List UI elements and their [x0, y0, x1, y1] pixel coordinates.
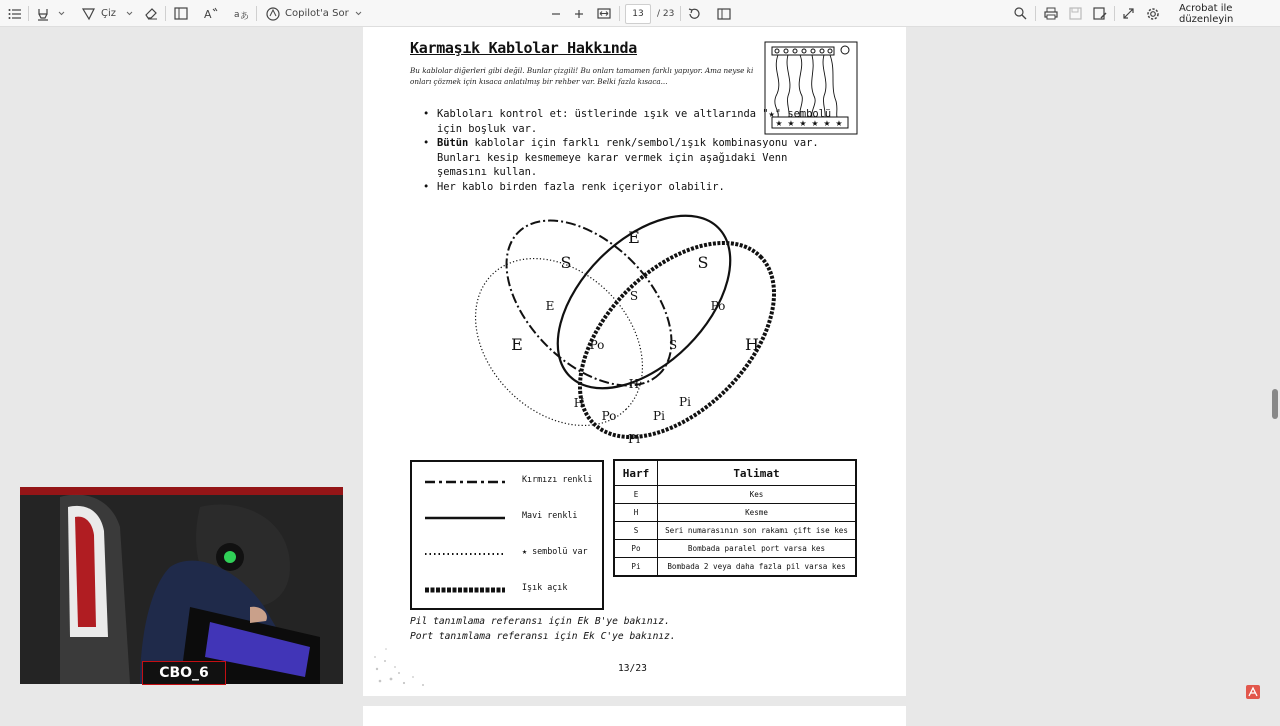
page-view-button[interactable]	[717, 0, 731, 27]
minus-icon	[551, 9, 561, 19]
svg-text:★: ★	[811, 119, 819, 128]
toolbar	[0, 0, 1280, 27]
draw-button[interactable]	[82, 0, 133, 27]
venn-label: Pi	[628, 432, 640, 446]
svg-text:★: ★	[799, 119, 807, 128]
highlight-button[interactable]	[36, 0, 65, 27]
venn-label: E	[628, 228, 640, 247]
legend-item-red	[424, 476, 506, 488]
contents-icon[interactable]	[8, 0, 22, 27]
page-title: Karmaşık Kablolar Hakkında	[410, 39, 638, 57]
venn-label: S	[668, 338, 678, 352]
highlighter-icon	[36, 7, 50, 21]
venn-label: H	[573, 396, 585, 410]
webcam-overlay	[20, 487, 343, 684]
paper-texture	[371, 609, 491, 689]
copilot-icon	[266, 7, 280, 21]
chevron-down-icon	[355, 11, 362, 16]
red-wire-ellipse	[476, 190, 702, 416]
draw-label: Çiz	[101, 8, 117, 19]
solid-line-icon	[424, 515, 506, 521]
fit-width-button[interactable]	[597, 0, 611, 27]
copilot-button[interactable]	[266, 0, 362, 27]
legend-label-light: Işık açık	[522, 582, 568, 592]
venn-label: E	[545, 299, 555, 313]
copilot-label: Copilot'a Sor	[285, 8, 349, 19]
edit-with-acrobat-button[interactable]: Acrobat ile düzenleyin	[1179, 2, 1234, 25]
dotted-line-icon	[424, 551, 506, 557]
eraser-icon	[144, 7, 158, 20]
venn-label: Po	[601, 409, 617, 423]
table-header: Talimat	[658, 460, 857, 486]
pdf-page	[363, 27, 906, 696]
svg-text:★: ★	[835, 119, 843, 128]
svg-text:★: ★	[787, 119, 795, 128]
svg-text:a: a	[234, 10, 240, 20]
svg-text:あ: あ	[240, 12, 250, 22]
legend-label-blue: Mavi renkli	[522, 510, 578, 520]
translate-button[interactable]	[234, 0, 248, 27]
eraser-button[interactable]	[144, 0, 158, 27]
venn-label: H	[745, 335, 759, 354]
svg-text:★: ★	[775, 119, 783, 128]
gear-icon	[1146, 7, 1160, 21]
venn-label: E	[511, 335, 523, 354]
dash-dot-line-icon	[424, 479, 506, 485]
reference-notes: Pil tanımlama referansı için Ek B'ye bakınız. Port tanımlama referansı için Ek C'ye bakınız.	[410, 616, 676, 642]
zoom-out-button[interactable]	[551, 0, 561, 27]
draw-icon	[82, 7, 95, 20]
zoom-in-button[interactable]	[574, 0, 584, 27]
text-box-icon	[174, 7, 188, 20]
table-row: S Seri numarasının son rakamı çift ise kes	[614, 522, 856, 540]
legend-label-red: Kırmızı renkli	[522, 474, 593, 484]
next-pdf-page	[363, 706, 906, 726]
save-as-icon	[1093, 7, 1107, 20]
star-symbol-ellipse	[442, 225, 678, 458]
text-box-button[interactable]	[174, 0, 188, 27]
acrobat-icon[interactable]	[1246, 684, 1260, 703]
venn-label: S	[629, 289, 639, 303]
page-number-input[interactable]: 13	[625, 4, 651, 24]
venn-label: Pi	[679, 395, 691, 409]
read-aloud-icon	[204, 7, 218, 20]
venn-label: Pi	[653, 409, 665, 423]
page-footer-number: 13/23	[618, 663, 647, 674]
fit-width-icon	[597, 8, 611, 19]
list-item: • Her kablo birden fazla renk içeriyor olabilir.	[423, 180, 843, 195]
venn-label: Po	[589, 338, 605, 352]
search-button[interactable]	[1014, 0, 1027, 27]
legend-item-blue	[424, 512, 506, 524]
settings-button[interactable]	[1146, 0, 1160, 27]
streamer-name: CBO_6	[142, 661, 226, 685]
venn-label: Po	[710, 299, 726, 313]
legend-box	[410, 460, 604, 610]
table-header: Harf	[614, 460, 658, 486]
table-row: E Kes	[614, 486, 856, 504]
save-button[interactable]	[1069, 0, 1082, 27]
venn-label: S	[697, 253, 709, 272]
table-header-row	[614, 460, 856, 486]
svg-text:A: A	[204, 8, 212, 21]
vertical-scrollbar-thumb[interactable]	[1272, 389, 1278, 419]
legend-item-light	[424, 584, 506, 596]
thick-dashed-line-icon	[424, 586, 506, 594]
rotate-icon	[687, 7, 701, 21]
chevron-down-icon	[126, 11, 133, 16]
venn-label: S	[560, 253, 572, 272]
intro-text: Bu kablolar diğerleri gibi değil. Bunlar çizgili! Bu onları tamamen farklı yapıyor. Ama neyse ki onları çözmek için kısaca anlatılmış bir rehber var. Belki fazla kısaca...	[410, 66, 754, 86]
webcam-video-frame	[20, 487, 343, 684]
legend-label-star: ★ sembolü var	[522, 546, 588, 556]
read-aloud-button[interactable]	[204, 0, 218, 27]
instruction-table	[613, 459, 857, 577]
instruction-list	[423, 107, 843, 195]
search-icon	[1014, 7, 1027, 20]
full-screen-button[interactable]	[1122, 0, 1135, 27]
page-view-icon	[717, 8, 731, 20]
plus-icon	[574, 9, 584, 19]
total-pages: / 23	[657, 8, 675, 19]
list-item: • Kabloları kontrol et: üstlerinde ışık ve altlarında "★" sembolü için boşluk var.	[423, 107, 843, 136]
list-item: • Bütün kablolar için farklı renk/sembol/ışık kombinasyonu var. Bunları kesip kesmemeye karar vermek için aşağıdaki Venn şemasını kullan.	[423, 136, 843, 180]
print-icon	[1044, 7, 1058, 20]
save-as-button[interactable]	[1093, 0, 1107, 27]
table-row: Pi Bombada 2 veya daha fazla pil varsa kes	[614, 558, 856, 577]
translate-icon	[234, 7, 248, 20]
legend-item-star	[424, 548, 506, 560]
svg-text:★: ★	[823, 119, 831, 128]
blue-wire-ellipse	[526, 184, 762, 420]
venn-label: H	[628, 377, 640, 391]
rotate-button[interactable]	[687, 0, 701, 27]
venn-diagram	[473, 202, 803, 446]
print-button[interactable]	[1044, 0, 1058, 27]
table-row: Po Bombada paralel port varsa kes	[614, 540, 856, 558]
save-icon	[1069, 7, 1082, 20]
chevron-down-icon	[58, 11, 65, 16]
expand-icon	[1122, 7, 1135, 20]
table-row: H Kesme	[614, 504, 856, 522]
